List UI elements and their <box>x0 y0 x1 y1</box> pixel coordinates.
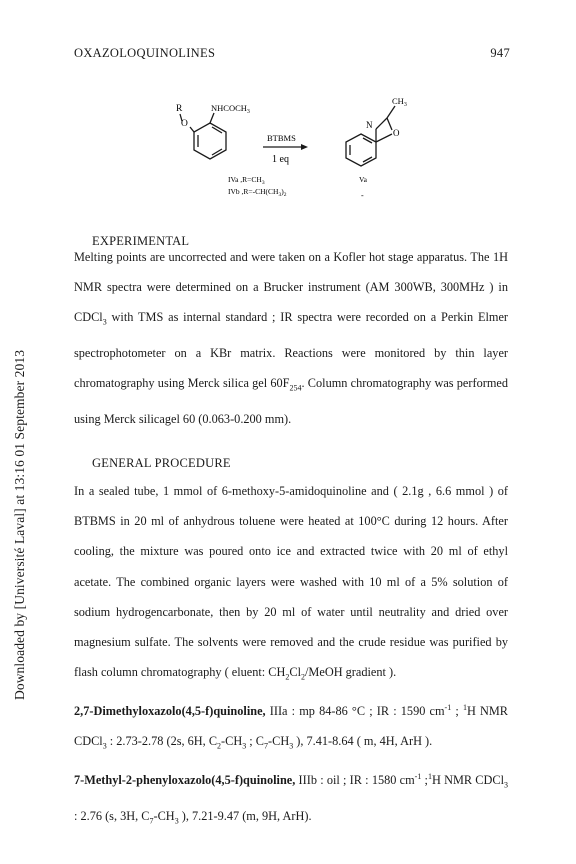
running-title: OXAZOLOQUINOLINES <box>74 46 216 60</box>
download-stamp: Downloaded by [Université Laval] at 13:16 01 September 2013 <box>12 349 27 700</box>
reaction-scheme <box>168 76 418 226</box>
general-procedure-body: In a sealed tube, 1 mmol of 6-methoxy-5-amidoquinoline and ( 2.1g , 6.6 mmol ) of BTBMS in 20 ml of anhydrous toluene were heated at 100°C during 12 hours. After cooling, the mixture was poured onto ice and extracted twice with 20 ml of ethyl acetate. The combined organic layers were washed with 10 ml of a 5% solution of sodium hydrogencarbonate, then by 20 ml of water until neutrality and dried over magnesium sulfate. The solvents were removed and the crude residue was purified by flash column chromatography ( eluent: $CH_2Cl_2$/MeOH gradient ). 2,7-Dimethyloxazolo(4,5-f)quinoline, IIIa : mp 84-86 °C ; IR : 1590 $cm^{-1}$ ; $^1$H NMR CDCl$_3$ : 2.73-2.78 (2s, 6H, $C_2-CH_3$ ; $C_7-CH_3$ ), 7.41-8.64 ( m, 4H, ArH ). 7-Methyl-2-phenyloxazolo(4,5-f)quinoline, IIIb : oil ; IR : 1580 $cm^{-1}$ ;$^1$H NMR CDCl$_3$ : 2.76 (s, 3H, $C_7-CH_3$ ), 7.21-9.47 (m, 9H, ArH). <box>74 476 508 836</box>
reactant-r-label: R <box>176 104 183 114</box>
label-dash: - <box>361 191 364 200</box>
reagent-label: BTBMS <box>267 133 296 143</box>
experimental-heading: EXPERIMENTAL <box>92 234 190 248</box>
product-ch3-label: $CH_3$ <box>392 96 407 108</box>
product-o-label: O <box>393 128 400 138</box>
product-structure <box>346 106 395 166</box>
reactant-o-label: O <box>181 119 188 129</box>
label-va: Va <box>359 175 367 184</box>
equiv-label: 1 eq <box>272 154 289 165</box>
experimental-body: Melting points are uncorrected and were taken on a Kofler hot stage apparatus. The 1H NMR spectra were determined on a Brucker instrument (AM 300WB, 300MHz ) in CDCl$_3$ with TMS as internal standard ; IR spectra were recorded on a Perkin Elmer spectrophotometer on a KBr matrix. Reactions were monitored by thin layer chromatography using Merck silica gel $60F_{254}$. Column chromatography was performed using Merck silicagel 60 (0.063-0.200 mm). <box>74 250 508 426</box>
product-n-label: N <box>366 120 373 130</box>
label-ivb: IVb $,R=-CH(CH_3)_2$ <box>228 187 287 198</box>
compound-iiia-entry: 2,7-Dimethyloxazolo(4,5-f)quinoline, IIIa : mp 84-86 °C ; IR : 1590 $cm^{-1}$ ; $^1$H NMR CDCl$_3$ : 2.73-2.78 (2s, 6H, $C_2-CH_3$ ; $C_7-CH_3$ ), 7.41-8.64 ( m, 4H, ArH ). <box>74 702 508 751</box>
general-procedure-heading: GENERAL PROCEDURE <box>92 456 231 470</box>
page-number: 947 <box>490 46 510 60</box>
reactant-amide-label: $NHCOCH_3$ <box>211 103 250 115</box>
compound-iiib-entry: 7-Methyl-2-phenyloxazolo(4,5-f)quinoline, IIIb : oil ; IR : 1580 $cm^{-1}$ ;$^1$H NMR CDCl$_3$ : 2.76 (s, 3H, $C_7-CH_3$ ), 7.21-9.47 (m, 9H, ArH). <box>74 771 508 826</box>
arrow-head <box>301 144 308 150</box>
label-iva: IVa $,R=CH_3$ <box>228 175 265 186</box>
